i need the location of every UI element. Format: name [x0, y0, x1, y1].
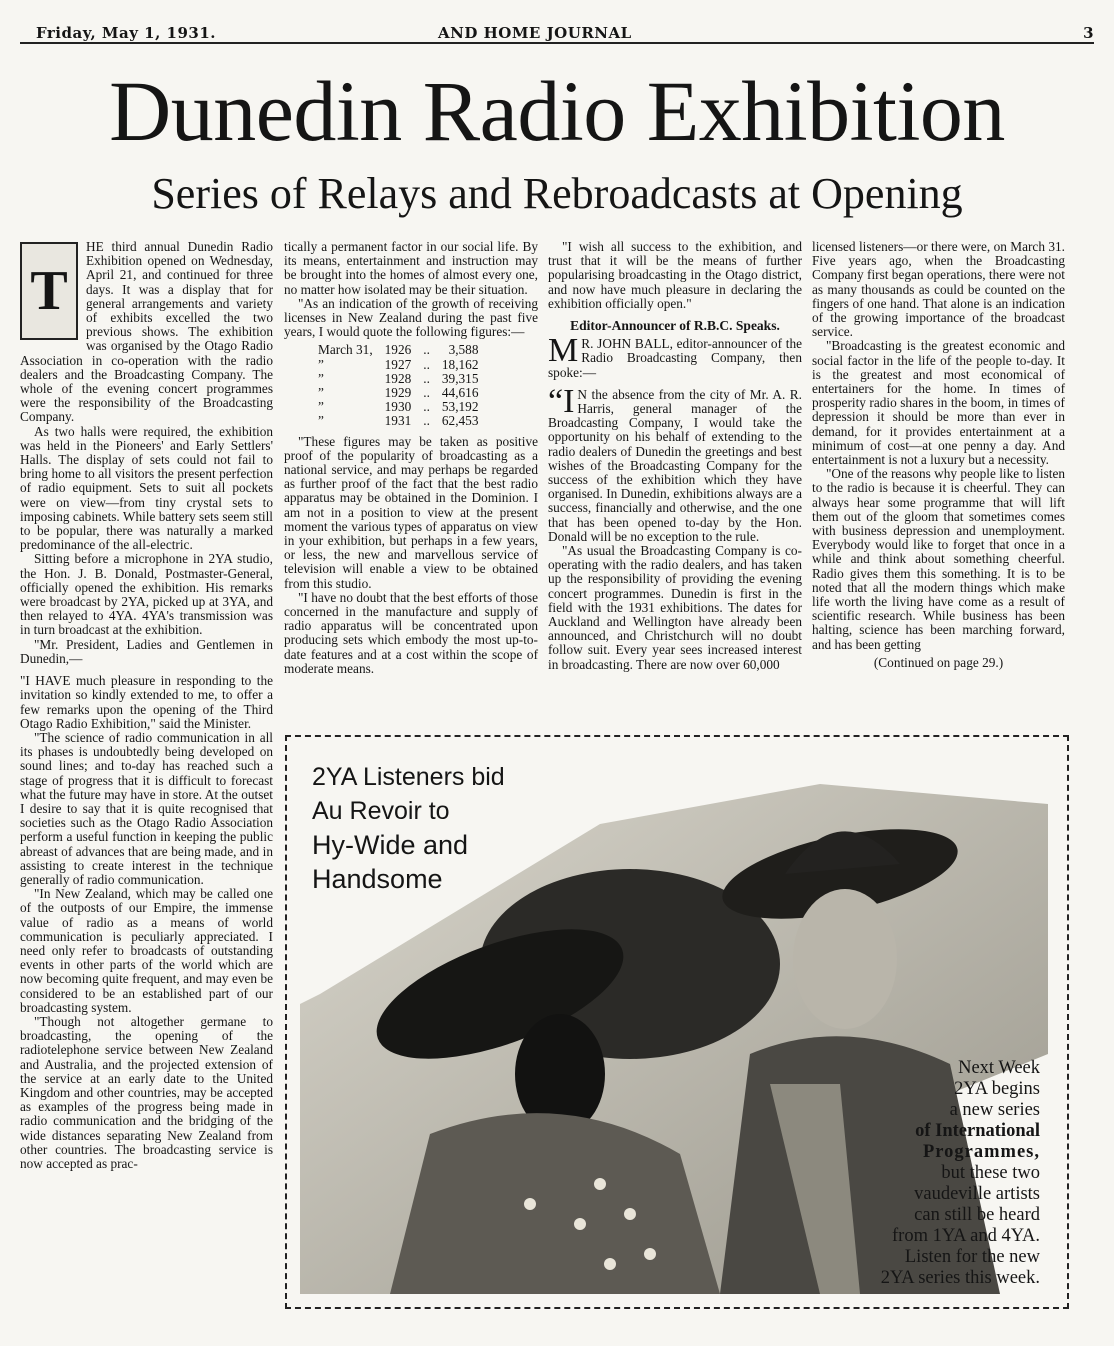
- column-1: [20, 240, 273, 1171]
- license-count: 18,162: [441, 356, 479, 372]
- license-count: 3,588: [448, 342, 479, 358]
- license-dots: ..: [423, 356, 430, 372]
- paragraph: "As usual the Broadcasting Company is co-operating with the radio dealers, and has taken up the responsibility of providing the evening concert programmes. Dunedin is first in the field with the 1931 exhibitions. The dates for Auckland and Wellington have already been announced, and Christchurch will no doubt follow suit. Every year sees increased interest in broadcasting. There are now over 60,000: [548, 543, 802, 672]
- paragraph: "I HAVE much pleasure in responding to the invitation so kindly extended to me, to offer a few remarks upon the opening of the Third Otago Radio Exhibition," said the Minister.: [20, 673, 273, 731]
- drop-initial: M: [548, 332, 579, 370]
- license-dots: ..: [423, 399, 430, 415]
- paragraph: "I have no doubt that the best efforts of those concerned in the manufacture and supply of radio apparatus will be concentrated upon producing sets which embody the most up-to-date features and at a cost within the scope of moderate means.: [284, 589, 538, 676]
- paragraph: "In New Zealand, which may be called one of the outposts of our Empire, the immense value of radio as a means of world communication is peculiarly appreciated. I need only refer to broadcasts of outstanding events in other parts of the world which are now becoming quite frequent, and may even be considered to be an established part of our broadcasting system.: [20, 886, 273, 1015]
- license-dots: ..: [423, 342, 430, 358]
- paragraph: tically a permanent factor in our social life. By its means, entertainment and instruction may be brought into the homes of almost every one, no matter how isolated may be their situation.: [284, 239, 538, 297]
- paragraph: "I wish all success to the exhibition, and trust that it will be the means of further popularising broadcasting in the Otago district, and now have much pleasure in declaring the exhibition officially open.": [548, 239, 802, 311]
- paragraph: Sitting before a microphone in 2YA studio, the Hon. J. B. Donald, Postmaster-General, officially opened the exhibition. His remarks were broadcast by 2YA, picked up at 3YA, and then relayed to 4YA. 4YA's transmission was in turn broadcast at the exhibition.: [20, 551, 273, 638]
- license-count: 44,616: [441, 385, 479, 401]
- paragraph: HE third annual Dunedin Radio Exhibition opened on Wednesday, April 21, and continued for three days. It was a display that for general arrangements and variety of exhibits excelled the two previous shows. The exhibition was organised by the Otago Radio Association in co-operation with the radio dealers and the Broadcasting Company. The whole of the evening concert programmes were the responsibility of the Broadcasting Company.: [20, 239, 273, 425]
- paragraph: "Mr. President, Ladies and Gentlemen in Dunedin,—: [20, 636, 273, 666]
- license-label: ”: [318, 370, 324, 386]
- column-4: [812, 240, 1065, 670]
- license-row: [312, 386, 484, 400]
- page-header: [20, 6, 1094, 44]
- license-dots: ..: [423, 385, 430, 401]
- continued-note: (Continued on page 29.): [873, 654, 1004, 670]
- paragraph: “I N the absence from the city of Mr. A. R. Harris, general manager of the Broadcasting Company, I would take the opportunity on his behalf of extending to the radio dealers of Dunedin the greetings and best wishes of the Broadcasting Company for the success of the exhibition which they have organised. In Dunedin, exhibitions always are a success, financially and otherwise, and the one that has been opened to-day by the Hon. Donald will be no exception to the rule.: [548, 382, 802, 544]
- paragraph: "These figures may be taken as positive proof of the popularity of broadcasting as a national service, and may perhaps be regarded as further proof of the fact that the best radio apparatus may be obtained in the Dominion. I am not in a position to view at the present moment the various types of apparatus on view in your exhibition, but perhaps in a few years, or less, the new and marvellous service of television will enable a view to be obtained from this studio.: [284, 433, 538, 591]
- section-subhead: Editor-Announcer of R.B.C. Speaks.: [570, 318, 780, 334]
- journal-name: AND HOME JOURNAL: [438, 24, 632, 42]
- paragraph: M R. JOHN BALL, editor-announcer of the Radio Broadcasting Company, then spoke:—: [548, 332, 802, 380]
- paragraph: licensed listeners—or there were, on March 31. Five years ago, when the Broadcasting Company first began operations, there were not as many thousands as could be counted on the fingers of one hand. That alone is an indication of the growing importance of the broadcast service.: [812, 239, 1065, 340]
- license-figures-table: [312, 343, 484, 428]
- license-row: [312, 414, 484, 428]
- license-year: 1926: [384, 342, 412, 358]
- ornamental-drop-cap: T: [20, 242, 78, 340]
- subheadline: Series of Relays and Rebroadcasts at Opening: [151, 169, 963, 218]
- license-count: 39,315: [441, 370, 479, 386]
- paragraph: "Though not altogether germane to broadcasting, the opening of the radiotelephone service between New Zealand and Australia, and the projected extension of the service at an early date to the United Kingdom and other countries, may be accepted as examples of the progress being made in radio communication and the bridging of the wide distances separating New Zealand from other countries. The broadcasting service is now accepted as prac-: [20, 1013, 273, 1171]
- license-label: March 31,: [318, 342, 373, 358]
- issue-date: Friday, May 1, 1931.: [36, 24, 217, 42]
- license-dots: ..: [423, 370, 430, 386]
- paragraph: "One of the reasons why people like to listen to the radio is because it is cheerful. They can always hear some programme that will lift them out of the gloom that sometimes comes with business depression and unemployment. Everybody would like to forget that once in a while and think about something cheerful. Radio gives them this something. It is to be noted that all the modern things which make life worth the living have come as a result of scientific research. While business has been halting, science has been marching forward, and has been getting: [812, 466, 1065, 652]
- headline: Dunedin Radio Exhibition: [109, 63, 1005, 159]
- column-3: [548, 240, 802, 672]
- photo-caption: Next Week 2YA begins a new series of International Programmes, but these two vaudeville artists can still be heard from 1YA and 4YA. Listen for the new 2YA series this week.: [880, 1058, 1040, 1288]
- license-label: ”: [318, 385, 324, 401]
- license-row: [312, 343, 484, 357]
- license-dots: ..: [423, 413, 430, 429]
- paragraph: "As an indication of the growth of receiving licenses in New Zealand during the past five years, I would quote the following figures:—: [284, 295, 538, 340]
- paragraph: "The science of radio communication in all its phases is undoubtedly being developed on sound lines; and to-day has reached such a stage of progress that it is difficult to forecast what the future may have in store. At the outset I desire to say that it is quite recognised that societies such as the Otago Radio Association perform a useful function in keeping the public abreast of advances that are being made, and in assisting to create interest in the technique generally of radio communication.: [20, 729, 273, 887]
- paragraph: "Broadcasting is the greatest economic and social factor in the life of the people to-day. It is the greatest and most economical of entertainers for the home. In times of prosperity radio shares in the boom, in times of depression it should be more than ever in demand, for it provides entertainment at a minimum of cost—at one penny a day. And entertainment is not a luxury but a necessity.: [812, 338, 1065, 468]
- license-count: 62,453: [441, 413, 479, 429]
- license-count: 53,192: [441, 399, 479, 415]
- column-2: [284, 240, 538, 676]
- license-row: [312, 358, 484, 372]
- license-label: ”: [318, 399, 324, 415]
- license-year: 1928: [384, 370, 412, 386]
- license-row: [312, 372, 484, 386]
- license-label: ”: [318, 413, 324, 429]
- license-label: ”: [318, 356, 324, 372]
- license-year: 1929: [384, 385, 412, 401]
- license-year: 1927: [384, 356, 412, 372]
- box-title: 2YA Listeners bid Au Revoir to Hy-Wide and Handsome: [312, 763, 505, 894]
- license-year: 1931: [384, 413, 412, 429]
- license-year: 1930: [384, 399, 412, 415]
- page-number: 3: [1083, 24, 1094, 42]
- paragraph: As two halls were required, the exhibition was held in the Pioneers' and Early Settlers' Halls. The display of sets could not fail to bring home to all visitors the present perfection of radio equipment. Sets to suit all pockets were on view—from tiny crystal sets to imposing cabinets. While battery sets seem still to be popular, there was naturally a marked predominance of the all-electric.: [20, 423, 273, 553]
- drop-initial: “I: [548, 382, 575, 420]
- license-row: [312, 400, 484, 414]
